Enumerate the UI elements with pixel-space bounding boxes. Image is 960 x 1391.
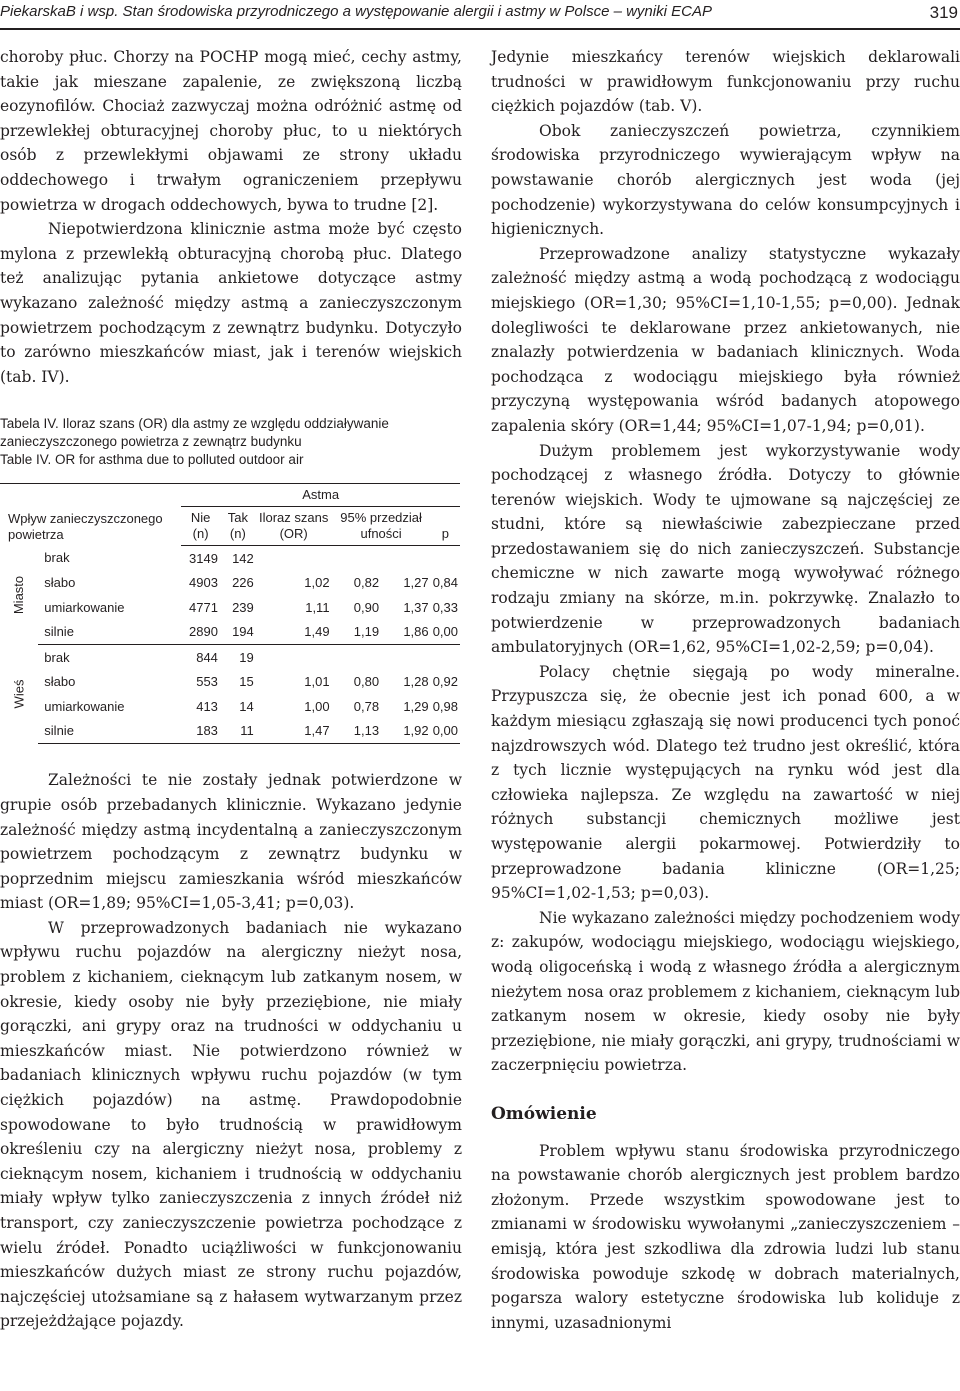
header-or: Iloraz szans (OR) bbox=[256, 507, 332, 546]
asthma-or-table bbox=[0, 483, 460, 744]
header-ci: 95% przedział ufności bbox=[332, 507, 431, 546]
header-p: p bbox=[431, 507, 460, 546]
table-row: słabo 553 15 1,01 0,80 1,28 0,92 bbox=[44, 674, 458, 690]
right-paragraph-6: Nie wykazano zależności między pochodzeniem wody z: zakupów, wodociągu miejskiego, wodociągu wiejskiego, wodą oligoceńską i wodą z własnego źródła a alergicznym nieżytem nosa oraz problemem z kichaniem, cieknącym lub zatkanym nosem w okresie, kiedy osoby nie były przeziębione, nie miały gorączki, ani grypy, trudnościami w zaczerpnięciu powietrza. bbox=[491, 908, 960, 1075]
table-header-row-1 bbox=[0, 484, 460, 507]
left-paragraph-3: Zależności te nie zostały jednak potwierdzone w grupie osób przebadanych klinicznie. Wykazano jedynie zależność między astmą incydentalną a zanieczyszczonym powietrzem pochodzącym z zewnątrz budynku w poprzednim miejscu zamieszkania wśród mieszkańców miast (OR=1,89; 95%CI=1,05-3,41; p=0,03). bbox=[0, 771, 462, 913]
running-title: PiekarskaB i wsp. Stan środowiska przyrodniczego a występowanie alergii i astmy w Polsce – wyniki ECAP bbox=[0, 3, 712, 20]
header-tak: Tak (n) bbox=[220, 507, 256, 546]
right-paragraph-3: Przeprowadzone analizy statystyczne wykazały zależność między astmą a wodą pochodzącą z wodociągu miejskiego (OR=1,30; 95%CI=1,10-1,55; p=0,00). Jednak dolegliwości te deklarowane przez ankietowanych, nie znalazły potwierdzenia w badaniach klinicznych. Woda pochodząca z wodociągu miejskiego była również przyczyną występowania wśród badanych atopowego zapalenia skóry (OR=1,44; 95%CI=1,07-1,94; p=0,01). bbox=[491, 244, 960, 435]
table-row: słabo 4903 226 1,02 0,82 1,27 0,84 bbox=[44, 575, 458, 591]
table-caption-pl: Tabela IV. Iloraz szans (OR) dla astmy ze względu oddziaływanie zanieczyszczonego powietrza z zewnątrz budynku bbox=[0, 416, 389, 450]
table-row: silnie 183 11 1,47 1,13 1,92 0,00 bbox=[0, 719, 460, 744]
right-paragraph-2: Obok zanieczyszczeń powietrza, czynnikiem środowiska przyrodniczego wywierającym wpływ na powstawanie chorób alergicznych jest woda (jej pochodzenie) wykorzystywana do celów konsumpcyjnych i higienicznych. bbox=[491, 121, 960, 239]
page-header bbox=[0, 0, 960, 30]
header-nie: Nie (n) bbox=[181, 507, 220, 546]
table-row: Wieś brak 844 19 bbox=[0, 645, 460, 670]
table-row: umiarkowanie 4771 239 1,11 0,90 1,37 0,33 bbox=[44, 599, 458, 615]
right-column bbox=[491, 45, 960, 1335]
section-heading: Omówienie bbox=[491, 1103, 597, 1124]
table-caption bbox=[0, 415, 462, 469]
right-paragraph-4: Dużym problemem jest wykorzystywanie wody pochodzącej z własnego źródła. Dotyczy to głównie terenów wiejskich. Wody te ujmowane są najczęściej ze studni, które są niewłaściwie zabezpieczane przed przedostawaniem się do nich zanieczyszczeń. Substancje chemiczne w nich zawarte mogą wywoływać różnego rodzaju zmiany na skórze, m.in. pokrzywkę. Znalazło to potwierdzenie w przeprowadzonych badaniach ambulatoryjnych (OR=1,62, 95%CI=1,02-2,59; p=0,04). bbox=[491, 441, 960, 657]
left-column bbox=[0, 45, 462, 1334]
left-paragraph-2: Niepotwierdzona klinicznie astma może być często mylona z przewlekłą obturacyjną chorobą płuc. Dlatego też analizując pytania ankietowe dotyczące astmy wykazano zależność między astmą a zanieczyszczonym powietrzem pochodzącym z zewnątrz budynku. Dotyczyło to zarówno mieszkańców miast, jak i terenów wiejskich (tab. IV). bbox=[0, 220, 462, 386]
header-astma: Astma bbox=[181, 484, 460, 507]
table-row: Miasto brak 3149 142 bbox=[0, 546, 460, 571]
table-caption-en: Table IV. OR for asthma due to polluted outdoor air bbox=[0, 452, 304, 468]
right-paragraph-7: Problem wpływu stanu środowiska przyrodniczego na powstawanie chorób alergicznych jest problem bardzo złożonym. Przede wszystkim spowodowane jest to zmianami w środowisku wywołanymi „zanieczyszczeniem – emisją, która jest szkodliwa dla zdrowia ludzi lub stanu środowiska powoduje szkodę w dobrach materialnych, pogarsza walory estetyczne środowiska lub koliduje z innymi, uzasadnionymi bbox=[491, 1141, 960, 1332]
table-row: silnie 2890 194 1,49 1,19 1,86 0,00 bbox=[0, 620, 460, 645]
group-label: Miasto bbox=[11, 576, 27, 615]
left-paragraph-1: choroby płuc. Chorzy na POCHP mogą mieć, cechy astmy, takie jak mieszane zapalenie, ze zwiększoną liczbą eozynofilów. Chociaż zazwyczaj można odróżnić astmę od przewlekłej obturacyjnej choroby płuc, to u niektórych osób z przewlekłymi objawami ze strony układu oddechowego i trwałym ograniczeniem przepływu powietrza w drogach oddechowych, bywa to trudne [2]. bbox=[0, 48, 462, 214]
header-exposure: Wpływ zanieczyszczonego powietrza bbox=[0, 484, 181, 546]
group-label: Wieś bbox=[11, 679, 27, 709]
page-number: 319 bbox=[929, 3, 958, 22]
table-row: umiarkowanie 413 14 1,00 0,78 1,29 0,98 bbox=[44, 698, 458, 714]
right-paragraph-1: Jedynie mieszkańcy terenów wiejskich deklarowali trudności w prawidłowym funkcjonowaniu przy ruchu ciężkich pojazdów (tab. V). bbox=[491, 48, 960, 116]
right-paragraph-5: Polacy chętnie sięgają po wody mineralne. Przypuszcza się, że obecnie jest ich ponad 600, a w każdym miesiącu zgłaszają się nowi producenci tych ponoć najzdrowszych wód. Dlatego też trudno jest określić, która z tych licznie występujących na rynku wód jest dla człowieka najlepsza. Ze względu na zawartość w niej różnych substancji chemicznych możliwe jest występowanie alergii pokarmowej. Potwierdziły to przeprowadzone badania kliniczne (OR=1,25; 95%CI=1,02-1,53; p=0,03). bbox=[491, 662, 960, 903]
left-paragraph-4: W przeprowadzonych badaniach nie wykazano wpływu ruchu pojazdów na alergiczny nieżyt nosa, problem z kichaniem, cieknącym lub zatkanym nosem, w okresie, kiedy osoby nie były przeziębione, nie miały gorączki, ani grypy oraz na trudności w oddychaniu u mieszkańców miast. Nie potwierdzono również w badaniach klinicznych wpływu ruchu pojazdów (w tym ciężkich pojazdów) na astmę. Prawdopodobnie spowodowane to było trudnością w prawidłowym określeniu czy na alergiczny nieżyt nosa, problemy z cieknącym nosem, kichaniem i trudnością w oddychaniu miały wpływ tylko zanieczyszczenia z innych źródeł niż transport, czy zanieczyszczenie powietrza pochodzące z wielu źródeł. Ponadto uciążliwości w funkcjonowaniu mieszkańców dużych miast ze strony ruchu pojazdów, najczęściej utożsamiane są z hałasem wytwarzanym przez przejeżdżające pojazdy. bbox=[0, 918, 462, 1331]
